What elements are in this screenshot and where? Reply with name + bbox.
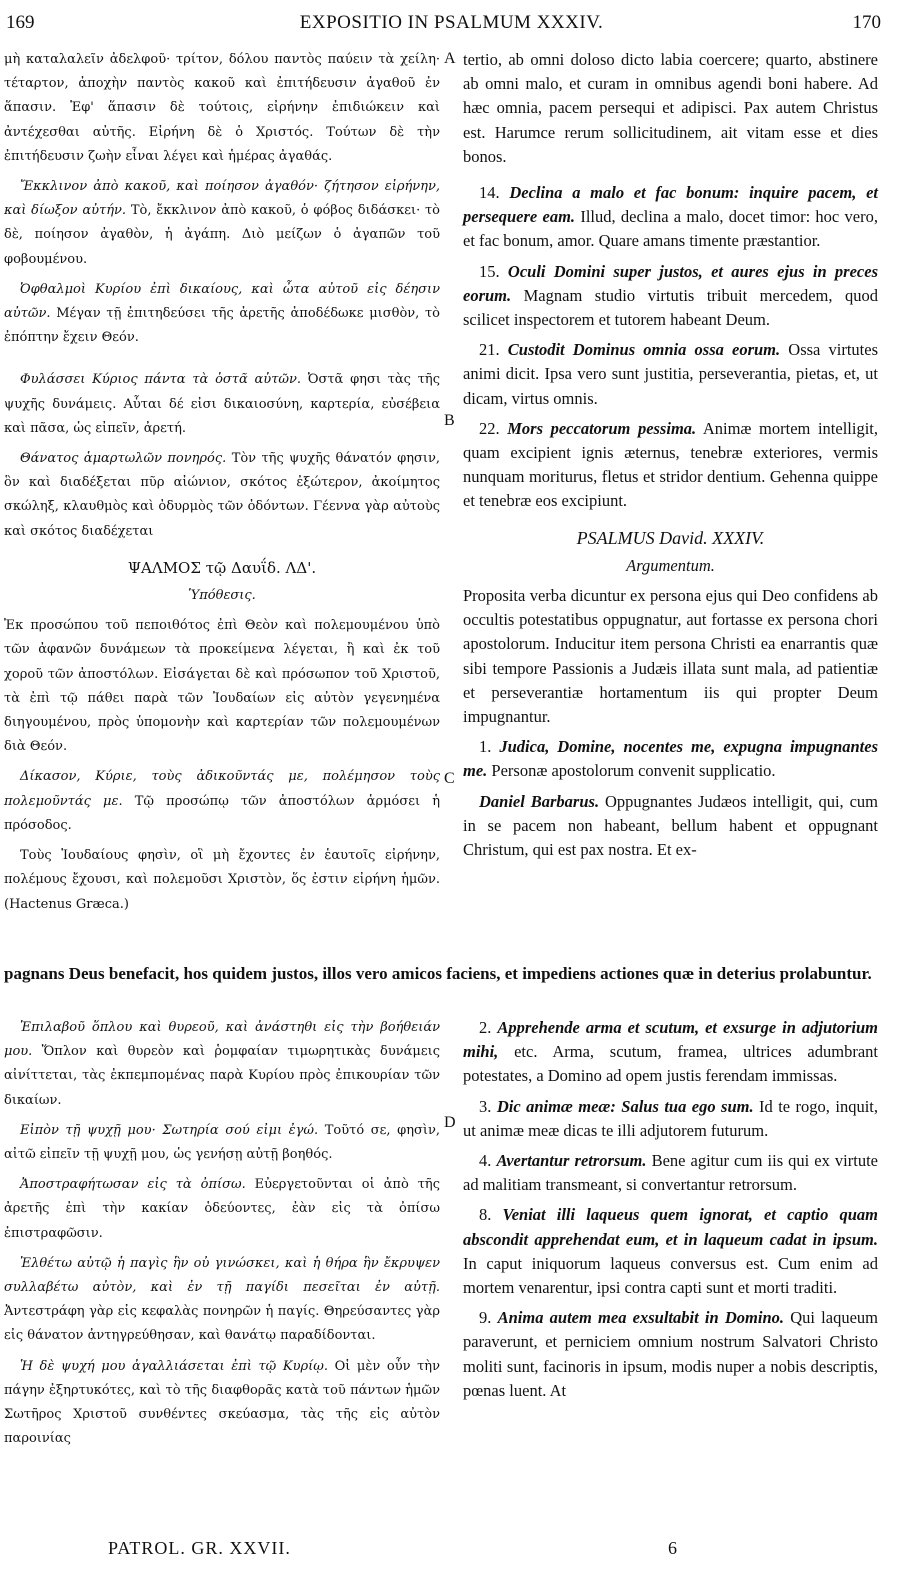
greek-column-upper [4, 48, 440, 923]
section-marker-a: A [444, 50, 456, 67]
greek-commentary: Ὀστᾶ φησι τὰς τῆς ψυχῆς δυνάμεις. Αὗται δέ εἰσι δικαιοσύνη, καρτερία, εὐσέβεια καὶ πᾶσα, ὡς εἰπεῖν, ἀρετή. [4, 372, 440, 436]
latin-verse: Mors peccatorum pessima. [507, 418, 697, 438]
greek-column-lower [4, 1016, 440, 1457]
greek-verse: Ἀποστραφήτωσαν εἰς τὰ ὀπίσω. [20, 1177, 246, 1193]
running-title: EXPOSITIO IN PSALMUM XXXIV. [299, 12, 604, 33]
greek-verse: Ἡ δὲ ψυχή μου ἀγαλλιάσεται ἐπὶ τῷ Κυρίῳ. [20, 1358, 328, 1374]
verse-number: 3. [479, 1096, 497, 1116]
latin-commentary: Qui laqueum paraverunt, et perniciem omnium nostrum Salvatori Christo moliti sunt, facinoris in ipsum, modis nuper a nobis descriptis, pœnas luent. At [463, 1308, 878, 1400]
greek-paragraph: Ἐκ προσώπου τοῦ πεποιθότος ἐπὶ Θεὸν καὶ πολεμουμένου ὑπὸ τῶν ἀφανῶν δυνάμεων τὰ προκείμενα λέγεται, ἢ καὶ ἐκ τοῦ χοροῦ τῶν ἀποστόλων. Εἰσάγεται δὲ καὶ πρόσωπον τοῦ Χριστοῦ, τὰ ἐπὶ τῷ πάθει παρὰ τῶν Ἰουδαίων εἰς αὐτὸν γεγενημένα διηγουμένου, πρὸς ὑπομονὴν καὶ καρτερίαν τῶν πολεμουμένων διὰ Θεόν. [4, 618, 440, 755]
section-marker-d: D [444, 1114, 456, 1131]
greek-paragraph [4, 1119, 440, 1167]
verse-number: 22. [479, 418, 508, 438]
greek-verse: Ἔκκλινον ἀπὸ κακοῦ, καὶ ποίησον ἀγαθόν· ζήτησον εἰρήνην, καὶ δίωξον αὐτήν. [4, 179, 440, 219]
full-width-paragraph: pagnans Deus benefacit, hos quidem justos, illos vero amicos faciens, et impediens actiones quæ in deterius prolabuntur. [4, 964, 872, 983]
latin-author: Daniel Barbarus. [479, 791, 600, 811]
greek-paragraph [4, 447, 440, 544]
greek-commentary: Οἱ μὲν οὖν τὴν πάγην ἐξηρτυκότες, καὶ τὸ τῆς διαφθορᾶς κατὰ τοῦ πάντων ἡμῶν Σωτῆρος Χριστοῦ συνθέντες σκεύασμα, τὰς τῆς εἰς αὐτὸν παροινίας [4, 1358, 440, 1447]
greek-commentary: Ὅπλον καὶ θυρεὸν καὶ ῥομφαίαν τιμωρητικὰς δυνάμεις αἰνίττεται, τὰς ἐκπεμπομένας παρὰ Κυρίου πρὸς ἐπικουρίαν τῶν δικαίων. [4, 1044, 440, 1108]
latin-verse: Judica, Domine, nocentes me, expugna impugnantes me. [463, 737, 879, 781]
latin-psalm-title: PSALMUS David. XXXIV. [576, 527, 765, 548]
latin-paragraph [463, 181, 878, 254]
greek-verse: Ὀφθαλμοὶ Κυρίου ἐπὶ δικαίους, καὶ ὦτα αὐτοῦ εἰς δέησιν αὐτῶν. [4, 281, 440, 322]
latin-commentary: In caput iniquorum laqueus conversus est. Cum enim ad mortem venarentur, ipsi contra capti sunt et morti traditi. [463, 1253, 878, 1298]
latin-column-upper [463, 48, 878, 868]
greek-psalm-title: ΨΑΛΜΟΣ τῷ Δαυΐδ. ΛΔ'. [127, 558, 317, 577]
latin-commentary: Ossa virtutes animi dicit. Ipsa vero sunt justitia, perseverantia, pietas, et, ut dicam, virtus omnis. [463, 340, 878, 408]
latin-commentary: Personæ apostolorum convenit supplicatio. [487, 761, 776, 781]
greek-paragraph: Τοὺς Ἰουδαίους φησὶν, οἳ μὴ ἔχοντες ἐν ἑαυτοῖς εἰρήνην, πολέμους ἔχουσι, καὶ πολεμοῦσι Χριστὸν, ὅς ἐστιν εἰρήνη ἡμῶν. (Hactenus Græca.) [4, 848, 440, 912]
greek-paragraph [4, 1252, 440, 1349]
latin-paragraph: Proposita verba dicuntur ex persona ejus qui Deo confidens ab occultis potestatibus oppugnatur, aut fortasse ex persona chori apostolorum. Inducitur item persona Christi ea enarrantis quæ sibi tempore Passionis a Judæis illata sunt mala, ad patientiæ et perseverantiæ hortamentum iis qui propter Deum impugnantur. [463, 586, 878, 727]
greek-paragraph [4, 1016, 440, 1113]
latin-column-lower [463, 1016, 878, 1409]
greek-verse: Δίκασον, Κύριε, τοὺς ἀδικοῦντάς με, πολέμησον τοὺς πολεμοῦντάς με. [4, 769, 440, 809]
latin-commentary: Magnam studio virtutis tribuit mercedem, quod scilicet inspectorem et tutorem habeant Deum. [463, 285, 878, 330]
latin-commentary: Animæ mortem intelligit, quam excipient ignis æternus, tenebræ exteriores, vermis nunquam moriturus, fletus et stridor dentium. Gehenna quippe et tenebræ eos excipiunt. [463, 418, 878, 511]
greek-paragraph [4, 1173, 440, 1246]
greek-commentary: Τῷ προσώπῳ τῶν ἀποστόλων ἁρμόσει ἡ πρόσοδος. [4, 793, 441, 833]
latin-verse: Apprehende arma et scutum, et exsurge in adjutorium mihi, [463, 1018, 878, 1062]
verse-number: 2. [479, 1018, 498, 1037]
page-header [0, 6, 903, 36]
latin-commentary: Illud, declina a malo, docet timor: hoc vero, et fac bonum, amor. Quare amans timente præstantior. [463, 207, 878, 251]
greek-commentary: Τὸν τῆς ψυχῆς θάνατόν φησιν, ὃν καὶ διαδέξεται πῦρ αἰώνιον, σκότος ἐξώτερον, ἀκοίμητος σκώληξ, κλαυθμὸς καὶ ὀδυρμὸς τῶν ὀδόντων. Γέεννα γὰρ αὐτοὺς καὶ σκότος διαδέχεται [4, 451, 441, 539]
latin-paragraph [463, 1203, 878, 1300]
latin-paragraph [463, 338, 878, 411]
greek-verse: Ἐπιλαβοῦ ὅπλου καὶ θυρεοῦ, καὶ ἀνάστηθι εἰς τὴν βοήθειάν μου. [4, 1020, 440, 1060]
greek-paragraph [4, 368, 440, 441]
latin-paragraph [463, 417, 878, 514]
greek-verse: Ἐλθέτω αὐτῷ ἡ παγὶς ἣν οὐ γινώσκει, καὶ ἡ θήρα ἣν ἔκρυψεν συλλαβέτω αὐτὸν, καὶ ἐν τῇ παγίδι πεσεῖται ἐν αὐτῇ. [4, 1255, 440, 1296]
greek-paragraph [4, 278, 440, 351]
verse-number: 21. [479, 340, 508, 360]
latin-commentary: Id te rogo, inquit, ut animæ meæ dicas te illi adjutorem futurum. [463, 1096, 878, 1140]
verse-number: 8. [479, 1205, 503, 1225]
greek-verse: Εἰπὸν τῇ ψυχῇ μου· Σωτηρία σού εἰμι ἐγώ. [20, 1122, 319, 1138]
page-number-left: 169 [6, 12, 35, 33]
latin-verse: Veniat illi laqueus quem ignorat, et captio quam abscondit apprehendat eum, et in laqueum cadat in ipsum. [463, 1205, 878, 1249]
greek-paragraph [4, 765, 440, 838]
latin-commentary: Bene agitur cum iis qui ex virtute ad malitiam transmeant, si convertantur retrorsum. [463, 1151, 878, 1195]
section-marker-b: B [444, 412, 455, 429]
verse-number: 14. [479, 183, 510, 203]
latin-verse: Anima autem mea exsultabit in Domino. [497, 1308, 784, 1328]
page-footer [0, 1538, 903, 1568]
latin-verse: Oculi Domini super justos, et aures ejus in preces eorum. [463, 261, 878, 305]
greek-commentary: Εὐεργετοῦνται οἱ ἀπὸ τῆς ἀρετῆς ἐπὶ τὴν κακίαν ὁδεύοντες, ἐὰν εἰς τὰ ὀπίσω ἐπιστραφῶσιν. [4, 1177, 440, 1241]
latin-verse: Declina a malo et fac bonum: inquire pacem, et persequere eam. [463, 183, 879, 227]
latin-psalm-subtitle: Argumentum. [626, 555, 715, 575]
footer-signature: 6 [668, 1538, 677, 1558]
greek-verse: Θάνατος ἁμαρτωλῶν πονηρός. [20, 451, 227, 467]
latin-paragraph: tertio, ab omni doloso dicto labia coercere; quarto, abstinere ab omni malo, et curam in omnibus agendi boni habere. Ad hæc omnia, pacem persequi et adipisci. Pax autem Christus est. Harumce rerum sollicitudinem, ait vitam esse et dies bonos. [463, 50, 878, 166]
greek-psalm-subtitle: Ὑπόθεσις. [188, 588, 256, 604]
verse-number: 1. [479, 737, 500, 757]
latin-verse: Avertantur retrorsum. [496, 1151, 647, 1171]
latin-paragraph [463, 260, 878, 333]
greek-paragraph [4, 1355, 440, 1452]
latin-commentary: Oppugnantes Judæos intelligit, qui, cum in se pacem non habeant, bellum habent et oppugnant Christum, qui est pax nostra. Et ex- [463, 791, 878, 860]
greek-paragraph: μὴ καταλαλεῖν ἀδελφοῦ· τρίτον, δόλου παντὸς παύειν τὰ χείλη· τέταρτον, ἀποχὴν παντὸς κακοῦ καὶ ἐπιτήδευσιν ἀγαθοῦ ἐν ἅπασιν. Ἐφ' ἅπασιν δὲ τούτοις, εἰρήνην ἐπιδιώκειν καὶ ἀντέχεσθαι αὐτῆς. Εἰρήνη δὲ ὁ Χριστός. Τούτων δὲ τὴν ἐπιτήδευσιν ζωὴν εἶναι λέγει καὶ ἡμέρας ἀγαθάς. [4, 52, 440, 164]
greek-commentary: Τὸ, ἔκκλινον ἀπὸ κακοῦ, ὁ φόβος διδάσκει· τὸ δὲ, ποίησον ἀγαθὸν, ἡ ἀγάπη. Διὸ μείζων ὁ ἀγαπῶν τοῦ φοβουμένου. [4, 203, 440, 267]
latin-verse: Custodit Dominus omnia ossa eorum. [507, 340, 781, 360]
greek-verse: Φυλάσσει Κύριος πάντα τὰ ὀστᾶ αὐτῶν. [20, 372, 302, 388]
greek-paragraph [4, 175, 440, 272]
latin-verse: Dic animæ meæ: Salus tua ego sum. [496, 1096, 754, 1116]
verse-number: 15. [479, 261, 508, 281]
greek-commentary: Ἀντεστράφη γὰρ εἰς κεφαλὰς πονηρῶν ἡ παγίς. Θηρεύσαντες γὰρ εἰς θάνατον ἀντηγρεύθησαν, καὶ θανάτῳ παραδίδονται. [4, 1304, 440, 1344]
verse-number: 9. [479, 1308, 498, 1328]
section-marker-c: C [444, 770, 455, 787]
latin-paragraph [463, 1095, 878, 1143]
latin-paragraph [463, 790, 878, 863]
verse-number: 4. [479, 1151, 497, 1171]
latin-paragraph [463, 1149, 878, 1197]
footer-volume: PATROL. GR. XXVII. [108, 1538, 291, 1558]
greek-commentary: Μέγαν τῇ ἐπιτηδεύσει τῆς ἀρετῆς ἀποδέδωκε μισθὸν, τὸ ἐπόπτην ἔχειν Θεόν. [4, 306, 440, 346]
latin-commentary: etc. Arma, scutum, framea, ultrices adumbrant potestates, a Domino ad opem justis ferendam immissas. [463, 1042, 878, 1086]
greek-commentary: Τοῦτό σε, φησὶν, αἰτῶ εἰπεῖν τῇ ψυχῇ μου, ὡς γενήσῃ αὐτῇ βοηθός. [4, 1122, 440, 1163]
latin-paragraph [463, 1016, 878, 1089]
latin-paragraph [463, 1306, 878, 1403]
page-number-right: 170 [852, 12, 881, 33]
latin-paragraph [463, 735, 878, 783]
